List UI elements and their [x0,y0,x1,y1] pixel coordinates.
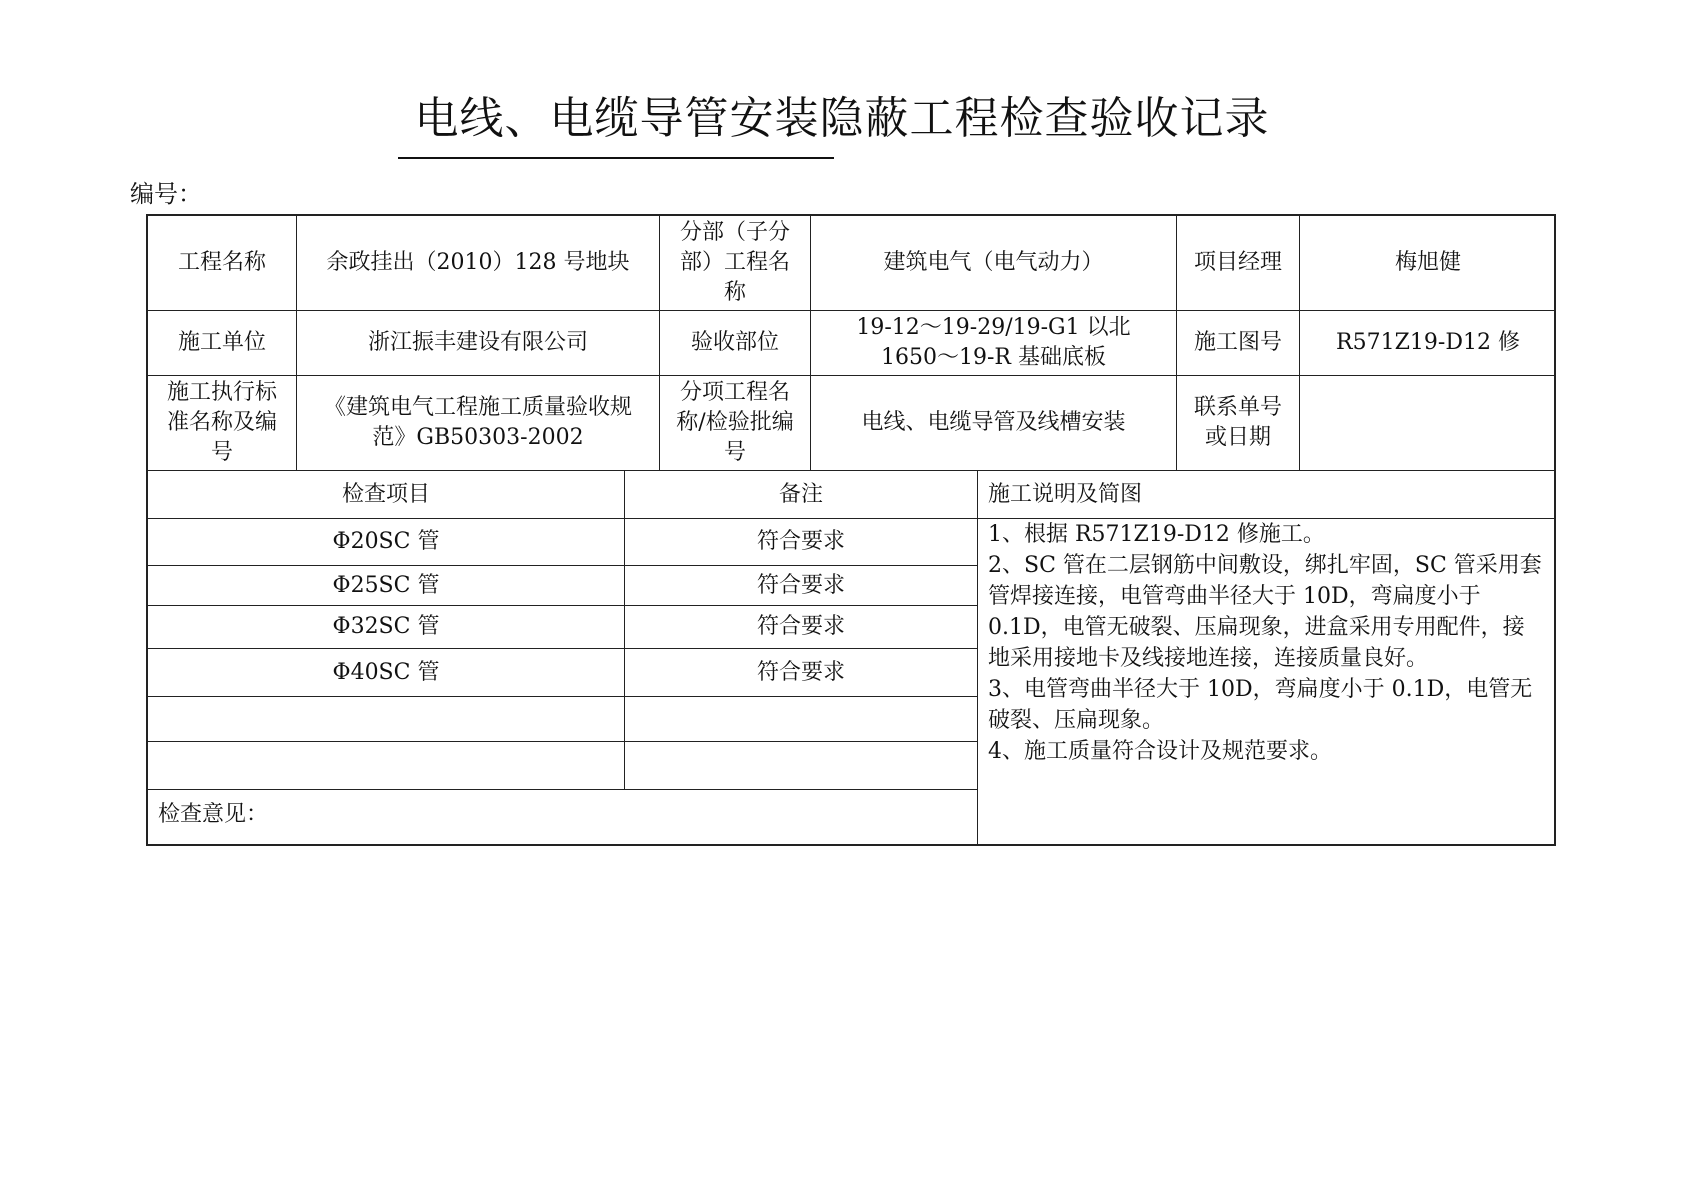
inspection-item: Φ40SC 管 [148,649,625,697]
description-line: 1、根据 R571Z19-D12 修施工。 [988,522,1325,547]
location-label: 验收部位 [660,311,811,376]
description-line: 3、电管弯曲半径大于 10D，弯扁度小于 0.1D，电管无破裂、压扁现象。 [988,677,1533,733]
sub-project-label: 分部（子分部）工程名称 [660,216,811,311]
inspection-item: Φ32SC 管 [148,606,625,649]
sub-project-value: 建筑电气（电气动力） [811,216,1177,311]
inspection-note [625,742,978,790]
inspection-note: 符合要求 [625,519,978,566]
manager-value: 梅旭健 [1300,216,1556,311]
doc-number-label: 编号： [130,180,202,208]
inspection-note: 符合要求 [625,606,978,649]
description-line: 4、施工质量符合设计及规范要求。 [988,739,1332,764]
col-header-note: 备注 [625,471,978,519]
location-line-1: 19-12～19-29/19-G1 以北 [856,315,1131,340]
inspection-item: Φ20SC 管 [148,519,625,566]
col-header-item: 检查项目 [148,471,625,519]
contractor-label: 施工单位 [148,311,297,376]
location-line-2: 1650～19-R 基础底板 [881,345,1106,370]
drawing-value: R571Z19-D12 修 [1300,311,1556,376]
inspection-note: 符合要求 [625,566,978,606]
inspection-form-table [146,214,1556,846]
project-name-value: 余政挂出（2010）128 号地块 [297,216,660,311]
item-value: 电线、电缆导管及线槽安装 [811,376,1177,471]
item-label: 分项工程名称/检验批编号 [660,376,811,471]
location-value [811,311,1177,376]
project-name-label: 工程名称 [148,216,297,311]
standard-label: 施工执行标准名称及编号 [148,376,297,471]
col-header-desc: 施工说明及简图 [978,471,1556,519]
contact-label: 联系单号或日期 [1177,376,1300,471]
inspection-item [148,697,625,742]
contractor-value: 浙江振丰建设有限公司 [297,311,660,376]
inspection-note: 符合要求 [625,649,978,697]
drawing-label: 施工图号 [1177,311,1300,376]
document-title: 电线、电缆导管安装隐蔽工程检查验收记录 [414,93,1270,144]
contact-value [1300,376,1556,471]
title-underline [398,157,834,159]
opinion-label: 检查意见： [148,790,978,846]
construction-description [978,519,1556,846]
inspection-note [625,697,978,742]
inspection-item [148,742,625,790]
manager-label: 项目经理 [1177,216,1300,311]
standard-value: 《建筑电气工程施工质量验收规范》GB50303-2002 [297,376,660,471]
inspection-item: Φ25SC 管 [148,566,625,606]
description-line: 2、SC 管在二层钢筋中间敷设，绑扎牢固，SC 管采用套管焊接连接，电管弯曲半径大于 10D，弯扁度小于 0.1D，电管无破裂、压扁现象，进盒采用专用配件，接地采用接地卡及线接地连接，连接质量良好。 [988,553,1542,671]
